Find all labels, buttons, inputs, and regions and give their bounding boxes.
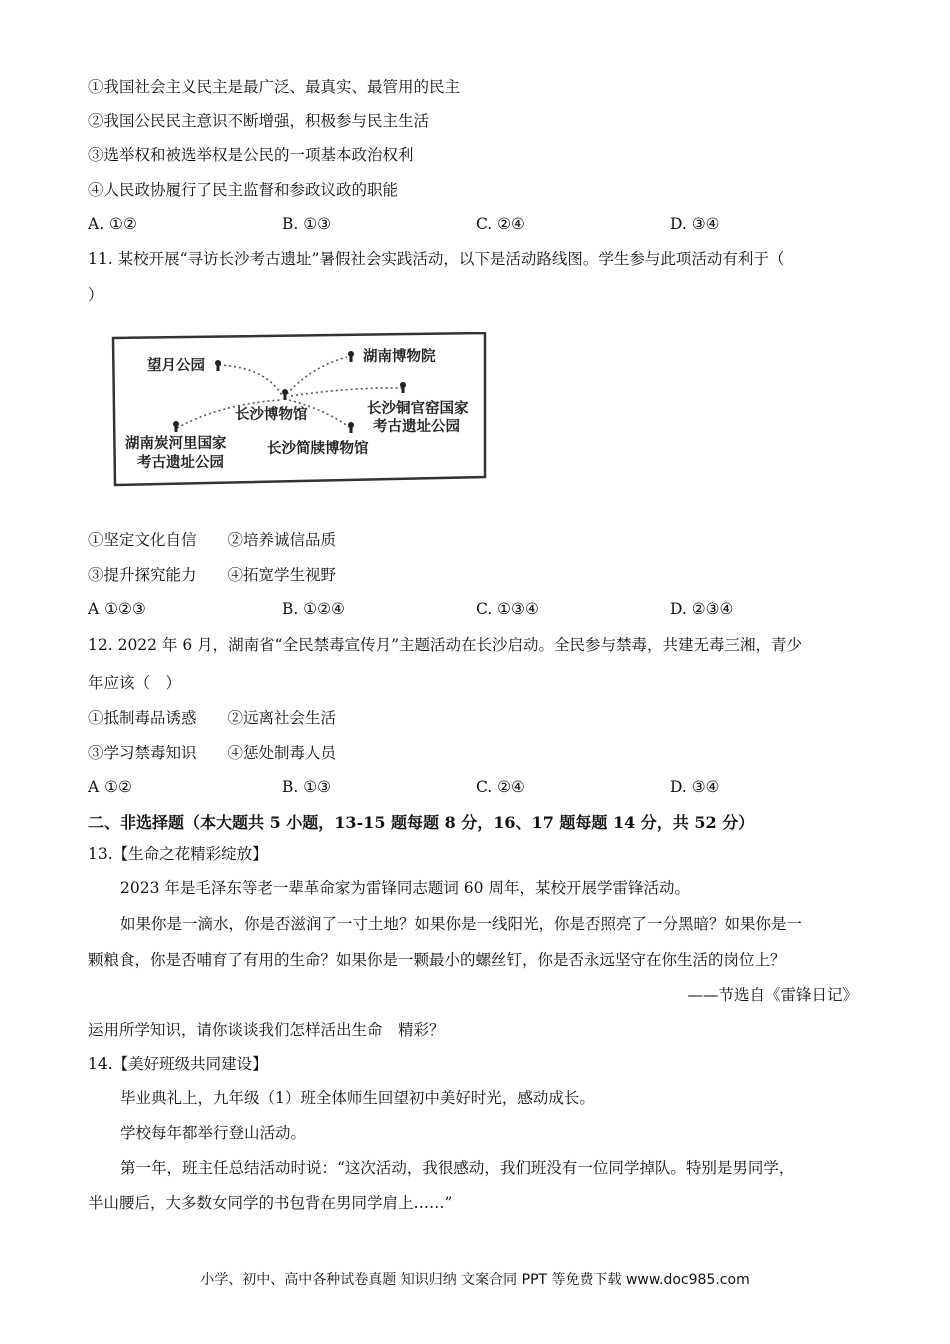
q11-stem-line2: ） xyxy=(88,286,104,304)
q11-option-d: D. ②③④ xyxy=(670,600,734,618)
label-tanheli-1: 湖南炭河里国家 xyxy=(125,436,227,452)
label-tongguan-1: 长沙铜官窑国家 xyxy=(367,401,469,417)
pin-hunan-museum-icon xyxy=(348,351,354,362)
label-jiandu: 长沙简牍博物馆 xyxy=(267,441,369,457)
q11-stem-line1: 11. 某校开展“寻访长沙考古遗址”暑假社会实践活动，以下是活动路线图。学生参与此项活动有利于（ xyxy=(88,250,785,268)
route-hunan-museum xyxy=(287,357,347,394)
q13-question: 运用所学知识，请你谈谈我们怎样活出生命 精彩？ xyxy=(88,1021,445,1039)
route-wangyue xyxy=(219,365,283,397)
q10-option-c: C. ②④ xyxy=(476,215,525,233)
label-hunan-museum: 湖南博物院 xyxy=(363,349,436,365)
page-footer: 小学、初中、高中各种试卷真题 知识归纳 文案合同 PPT 等免费下载 www.doc985.com xyxy=(200,1272,750,1288)
q12-option-a: A ①② xyxy=(88,778,132,796)
q14-paragraph-3-line2: 半山腰后，大多数女同学的书包背在男同学肩上……” xyxy=(88,1194,453,1212)
q10-option-d: D. ③④ xyxy=(670,215,720,233)
q10-option-b: B. ①③ xyxy=(282,215,332,233)
q12-option-d: D. ③④ xyxy=(670,778,720,796)
q10-statement-4: ④人民政协履行了民主监督和参政议政的职能 xyxy=(88,181,399,199)
q11-statements-row1: ①坚定文化自信 ②培养诚信品质 xyxy=(88,531,337,549)
q12-option-b: B. ①③ xyxy=(282,778,332,796)
q14-paragraph-3-line1: 第一年，班主任总结活动时说：“这次活动，我很感动，我们班没有一位同学掉队。特别是男同学， xyxy=(120,1159,795,1177)
q12-statements-row1: ①抵制毒品诱惑 ②远离社会生活 xyxy=(88,709,337,727)
q10-statement-2: ②我国公民民主意识不断增强，积极参与民主生活 xyxy=(88,112,430,130)
q12-option-c: C. ②④ xyxy=(476,778,525,796)
label-tongguan-2: 考古遗址公园 xyxy=(373,419,460,435)
q14-title: 14.【美好班级共同建设】 xyxy=(88,1055,268,1073)
pin-changsha-museum-icon xyxy=(282,389,288,400)
q11-option-c: C. ①③④ xyxy=(476,600,539,618)
route-map xyxy=(111,332,487,487)
q13-source: ——节选自《雷锋日记》 xyxy=(687,986,858,1004)
q13-title: 13.【生命之花精彩绽放】 xyxy=(88,845,268,863)
q10-statement-3: ③选举权和被选举权是公民的一项基本政治权利 xyxy=(88,146,414,164)
route-tongguan xyxy=(291,388,403,396)
q11-statements-row2: ③提升探究能力 ④拓宽学生视野 xyxy=(88,566,337,584)
pin-jiandu-icon xyxy=(348,422,354,433)
section2-title: 二、非选择题（本大题共 5 小题，13-15 题每题 8 分，16、17 题每题 14 分，共 52 分） xyxy=(88,813,755,832)
label-wangyue: 望月公园 xyxy=(147,358,205,374)
q12-stem-line1: 12. 2022 年 6 月，湖南省“全民禁毒宣传月”主题活动在长沙启动。全民参与禁毒，共建无毒三湘，青少 xyxy=(88,636,803,654)
q11-option-a: A ①②③ xyxy=(88,600,146,618)
q10-option-a: A. ①② xyxy=(88,215,137,233)
label-changsha-museum: 长沙博物馆 xyxy=(235,407,308,423)
q13-paragraph-2-line1: 如果你是一滴水，你是否滋润了一寸土地？如果你是一线阳光，你是否照亮了一分黑暗？如果你是一 xyxy=(120,915,803,933)
q14-paragraph-1: 毕业典礼上，九年级（1）班全体师生回望初中美好时光，感动成长。 xyxy=(120,1089,595,1107)
q12-stem-line2: 年应该（ ） xyxy=(88,674,182,692)
q11-option-b: B. ①②④ xyxy=(282,600,345,618)
q13-paragraph-1: 2023 年是毛泽东等老一辈革命家为雷锋同志题词 60 周年，某校开展学雷锋活动。 xyxy=(120,879,690,897)
q12-statements-row2: ③学习禁毒知识 ④惩处制毒人员 xyxy=(88,744,337,762)
q10-statement-1: ①我国社会主义民主是最广泛、最真实、最管用的民主 xyxy=(88,78,461,96)
label-tanheli-2: 考古遗址公园 xyxy=(137,455,224,471)
q14-paragraph-2: 学校每年都举行登山活动。 xyxy=(120,1124,307,1142)
q13-paragraph-2-line2: 颗粮食，你是否哺育了有用的生命？如果你是一颗最小的螺丝钉，你是否永远坚守在你生活的岗位上？ xyxy=(88,951,786,969)
